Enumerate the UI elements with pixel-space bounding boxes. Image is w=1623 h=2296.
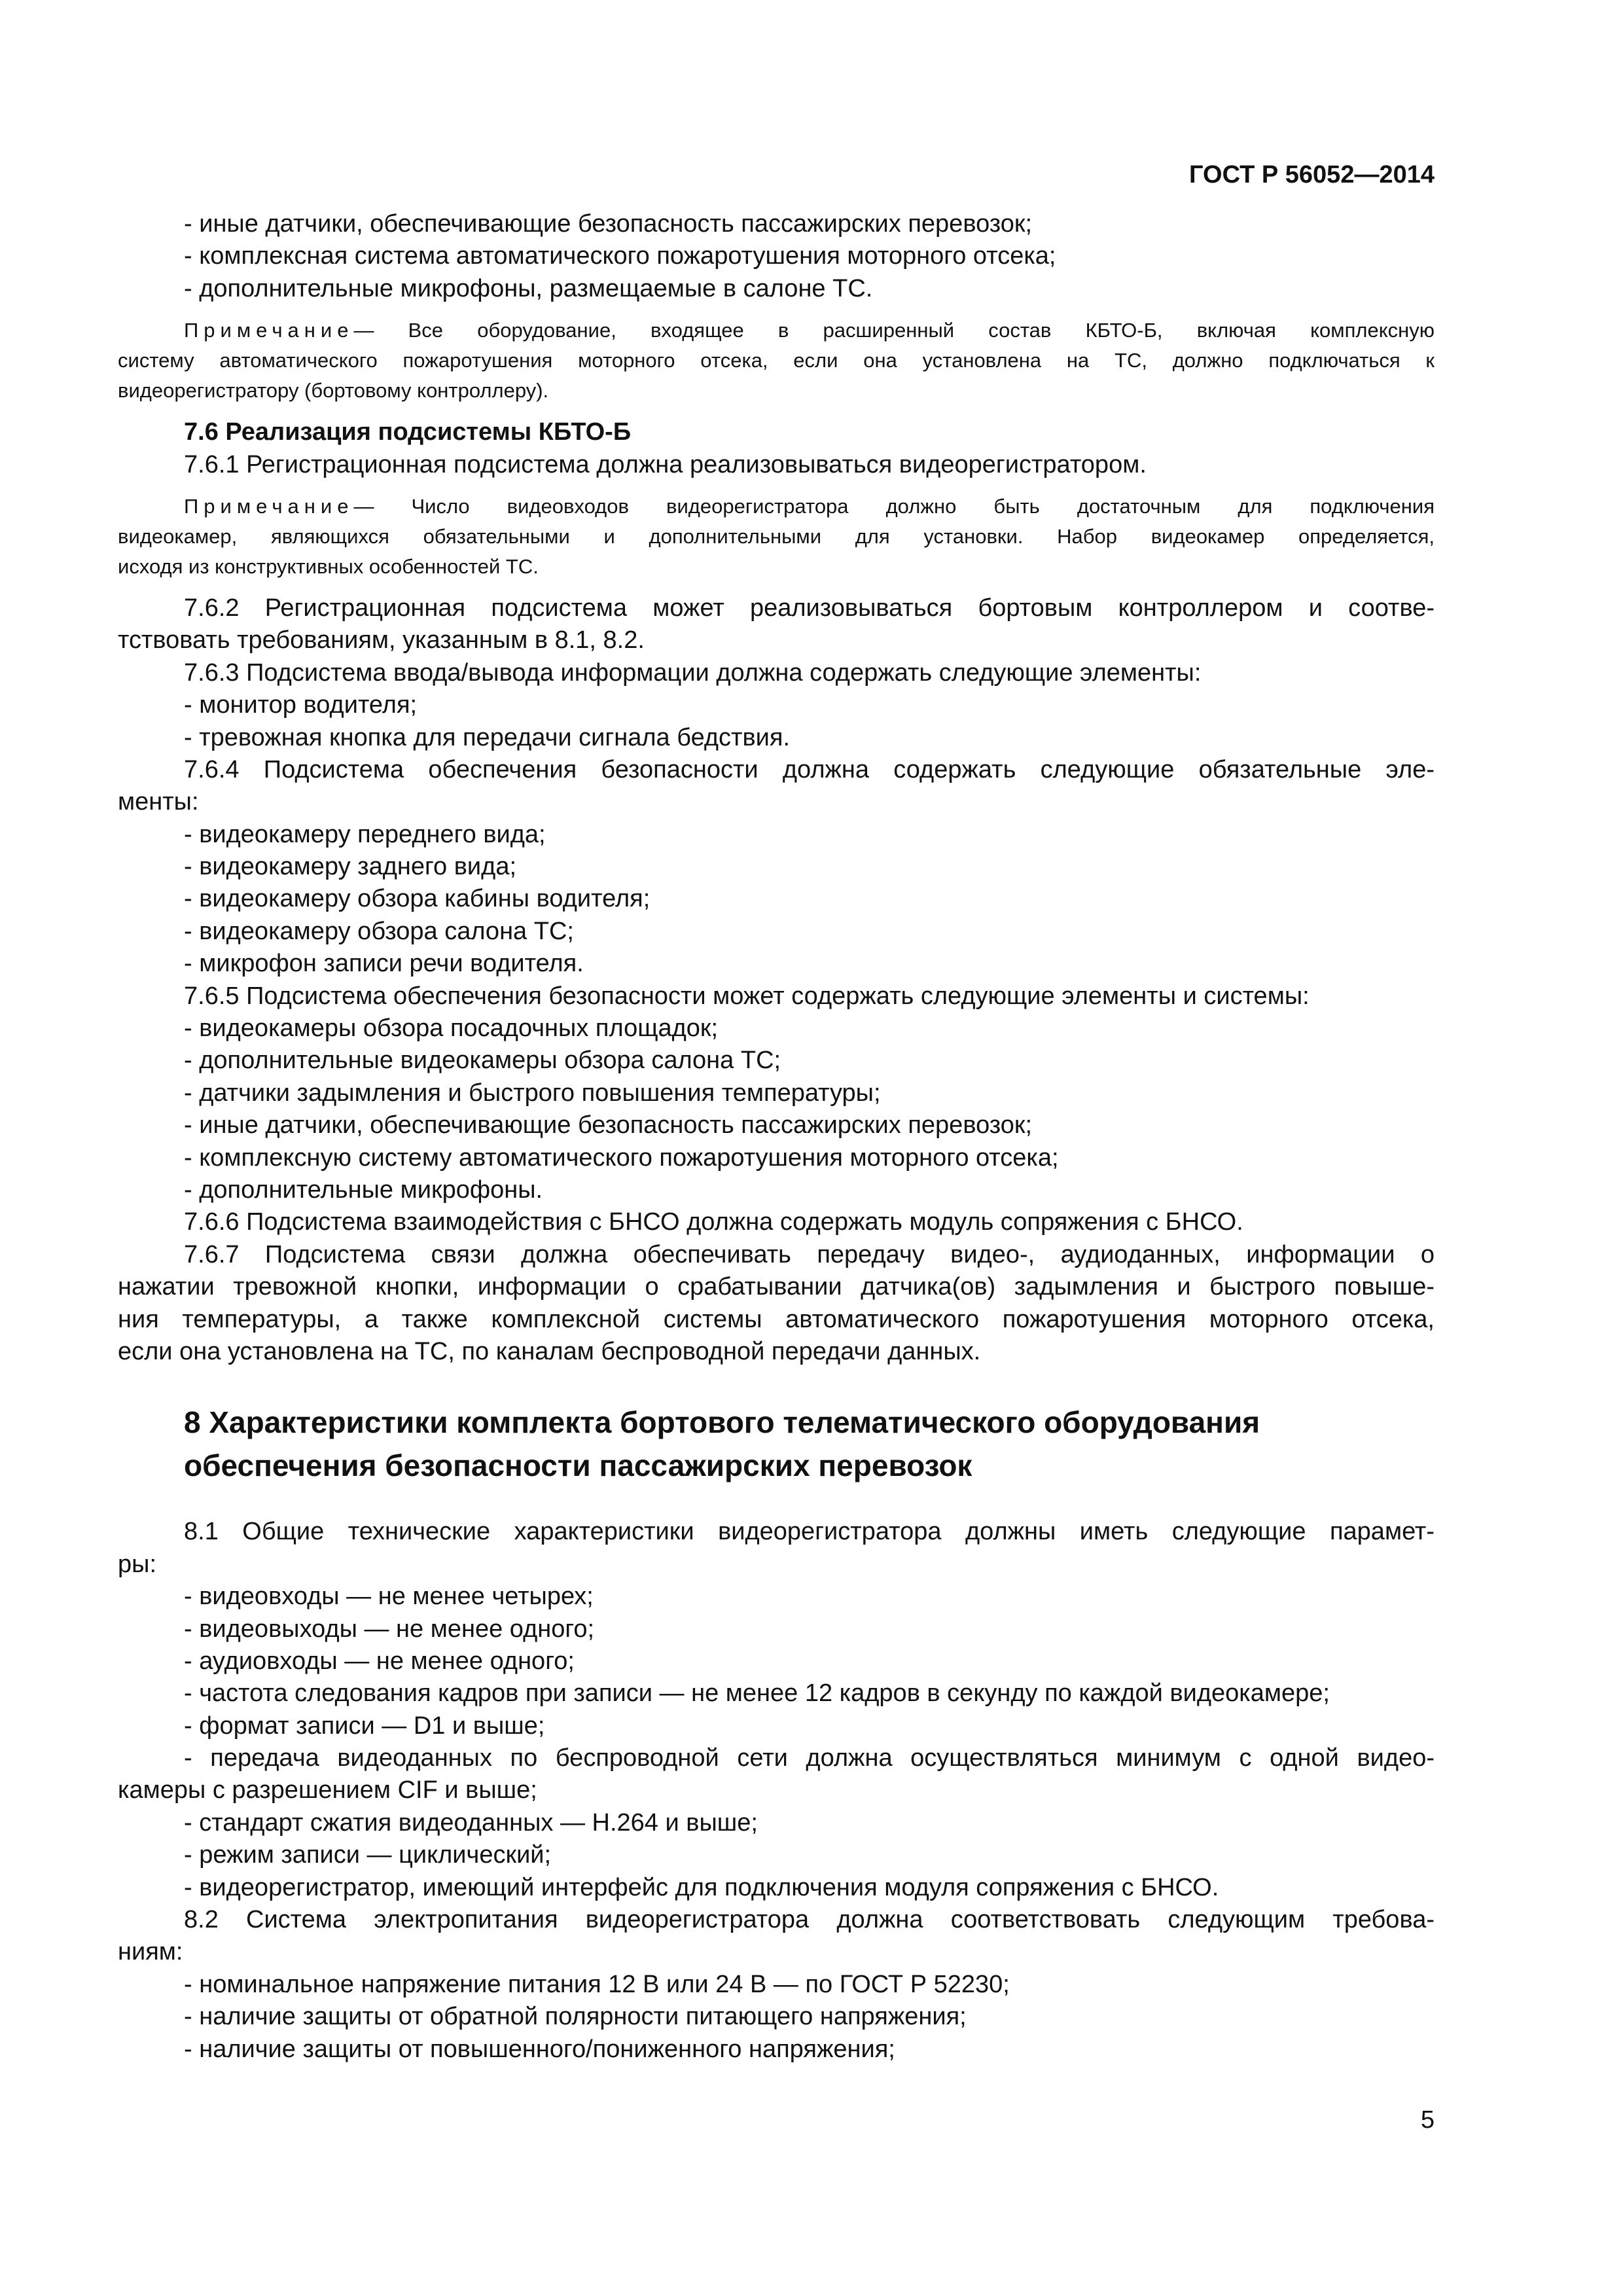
note-block — [118, 315, 1435, 406]
list-item: - аудиовходы — не менее одного; — [184, 1647, 575, 1675]
note-line: систему автоматического пожаротушения моторного отсека, если она установлена на ТС, должно подключаться к — [118, 349, 1435, 372]
list-item: - частота следования кадров при записи — не менее 12 кадров в секунду по каждой видеокамере; — [184, 1679, 1330, 1708]
list-item: - видеовыходы — не менее одного; — [184, 1615, 595, 1643]
note-line: исходя из конструктивных особенностей ТС. — [118, 554, 539, 578]
list-item-continuation: камеры с разрешением CIF и выше; — [118, 1776, 537, 1804]
paragraph-line: 7.6.4 Подсистема обеспечения безопасности должна содержать следующие обязательные эле- — [184, 755, 1435, 783]
paragraph-line: тствовать требованиям, указанным в 8.1, 8.2. — [118, 626, 645, 655]
paragraph-line: 7.6.3 Подсистема ввода/вывода информации должна содержать следующие элементы: — [184, 658, 1202, 687]
paragraph: 7.6.6 Подсистема взаимодействия с БНСО должна содержать модуль сопряжения с БНСО. — [184, 1208, 1243, 1236]
paragraph-line: 8.1 Общие технические характеристики видеорегистратора должны иметь следующие парамет- — [184, 1518, 1435, 1546]
section-heading-line: обеспечения безопасности пассажирских перевозок — [184, 1448, 972, 1483]
note-block — [118, 492, 1435, 582]
section-heading-line: 8 Характеристики комплекта бортового телематического оборудования — [184, 1405, 1260, 1440]
paragraph-line: 7.6.5 Подсистема обеспечения безопасности может содержать следующие элементы и системы: — [184, 982, 1310, 1010]
paragraph-line: 7.6.2 Регистрационная подсистема может реализовываться бортовым контроллером и соотве- — [184, 594, 1435, 622]
list-item: - режим записи — циклический; — [184, 1841, 552, 1869]
paragraph-line: ры: — [118, 1550, 157, 1578]
list-item: - стандарт сжатия видеоданных — H.264 и выше; — [184, 1808, 758, 1837]
list-item: - формат записи — D1 и выше; — [184, 1712, 545, 1740]
paragraph: 7.6.1 Регистрационная подсистема должна реализовываться видеорегистратором. — [184, 450, 1147, 478]
list-item: - датчики задымления и быстрого повышения температуры; — [184, 1079, 881, 1107]
list-item: - номинальное напряжение питания 12 В или 24 В — по ГОСТ Р 52230; — [184, 1970, 1010, 1998]
list-item: - дополнительные видеокамеры обзора салона ТС; — [184, 1047, 781, 1075]
paragraph-line: ниям: — [118, 1938, 183, 1966]
list-item: - дополнительные микрофоны. — [184, 1175, 543, 1204]
list-item: - видеовходы — не менее четырех; — [184, 1583, 594, 1611]
list-item: - передача видеоданных по беспроводной сети должна осуществляться минимум с одной видео- — [184, 1744, 1435, 1772]
note-line: Примечание— Все оборудование, входящее в расширенный состав КБТО-Б, включая комплексную — [184, 319, 1435, 342]
paragraph-line: 8.2 Система электропитания видеорегистратора должна соответствовать следующим требова- — [184, 1906, 1435, 1934]
note-label: Примечание — [184, 319, 354, 342]
note-line: Примечание— Число видеовходов видеорегистратора должно быть достаточным для подключения — [184, 494, 1435, 518]
list-item: - иные датчики, обеспечивающие безопасность пассажирских перевозок; — [184, 1111, 1033, 1139]
list-item: - комплексная система автоматического пожаротушения моторного отсека; — [184, 242, 1056, 270]
paragraph-line: менты: — [118, 788, 199, 816]
document-code: ГОСТ Р 56052—2014 — [1189, 161, 1435, 188]
note-line: видеорегистратору (бортовому контроллеру). — [118, 379, 549, 403]
page-content — [118, 208, 1435, 2066]
list-item: - видеокамеры обзора посадочных площадок; — [184, 1014, 719, 1043]
list-item: - видеокамеру заднего вида; — [184, 853, 517, 881]
list-item: - видеокамеру обзора кабины водителя; — [184, 885, 651, 913]
list-item: - иные датчики, обеспечивающие безопасность пассажирских перевозок; — [184, 210, 1033, 238]
paragraph-line: 7.6.7 Подсистема связи должна обеспечивать передачу видео-, аудиоданных, информации о — [184, 1240, 1435, 1268]
subsection-heading: 7.6 Реализация подсистемы КБТО-Б — [184, 418, 632, 446]
list-item: - комплексную систему автоматического пожаротушения моторного отсека; — [184, 1143, 1059, 1172]
list-item: - видеорегистратор, имеющий интерфейс для подключения модуля сопряжения с БНСО. — [184, 1873, 1219, 1901]
list-item: - микрофон записи речи водителя. — [184, 950, 584, 978]
list-item: - видеокамеру переднего вида; — [184, 820, 546, 848]
list-item: - видеокамеру обзора салона ТС; — [184, 917, 574, 945]
list-item: - дополнительные микрофоны, размещаемые в салоне ТС. — [184, 274, 873, 302]
paragraph-line: ния температуры, а также комплексной системы автоматического пожаротушения моторного отсека, — [118, 1305, 1435, 1333]
paragraph-line: нажатии тревожной кнопки, информации о срабатывании датчика(ов) задымления и быстрого повыше- — [118, 1273, 1435, 1301]
page-number: 5 — [1420, 2106, 1435, 2134]
list-item: - монитор водителя; — [184, 691, 418, 719]
paragraph-line: если она установлена на ТС, по каналам беспроводной передачи данных. — [118, 1337, 981, 1365]
list-item: - наличие защиты от обратной полярности питающего напряжения; — [184, 2003, 967, 2031]
list-item: - тревожная кнопка для передачи сигнала бедствия. — [184, 723, 791, 751]
note-label: Примечание — [184, 494, 354, 518]
section-heading — [118, 1401, 1435, 1487]
note-line: видеокамер, являющихся обязательными и дополнительными для установки. Набор видеокамер определяется, — [118, 524, 1435, 548]
list-item: - наличие защиты от повышенного/пониженного напряжения; — [184, 2035, 895, 2063]
